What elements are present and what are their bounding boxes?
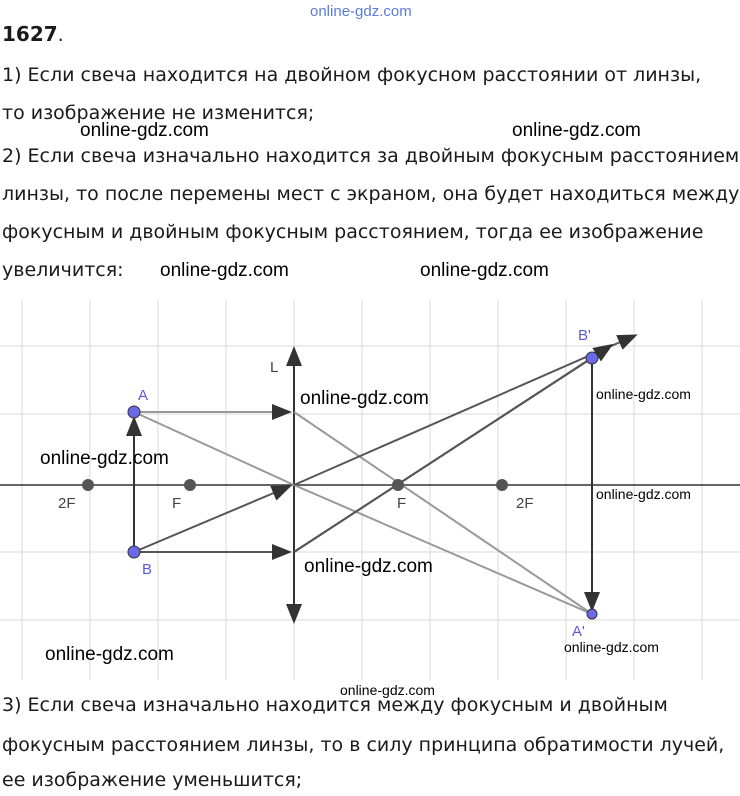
- paragraph-2-line-3: фокусным и двойным фокусным расстоянием, тогда ее изображение: [2, 221, 704, 243]
- label-b: B: [142, 561, 153, 578]
- point-b: [128, 546, 140, 558]
- watermark-6: online-gdz.com: [40, 448, 169, 469]
- point-a: [128, 406, 140, 418]
- watermark-top: online-gdz.com: [310, 3, 412, 20]
- node-f-left: [184, 479, 196, 491]
- watermark-8: online-gdz.com: [596, 486, 691, 502]
- label-f-left: F: [172, 495, 182, 512]
- paragraph-2-line-4: увеличится:: [2, 259, 124, 281]
- paragraph-3-line-1: 3) Если свеча изначально находится между фокусным и двойным: [2, 694, 668, 716]
- problem-number: [2, 22, 64, 46]
- paragraph-3-line-2: фокусным расстоянием линзы, то в силу принципа обратимости лучей,: [2, 734, 725, 756]
- label-b-prime: B': [578, 327, 591, 344]
- watermark-9: online-gdz.com: [304, 556, 433, 577]
- paragraph-1-line-2: то изображение не изменится;: [2, 102, 315, 124]
- label-a-prime: A': [572, 623, 585, 640]
- point-a-prime: [587, 609, 597, 619]
- paragraph-3-line-3: ее изображение уменьшится;: [2, 769, 303, 791]
- watermark-11: online-gdz.com: [45, 644, 174, 665]
- paragraph-1-line-1: 1) Если свеча находится на двойном фокусном расстоянии от линзы,: [2, 64, 702, 86]
- label-a: A: [138, 387, 149, 404]
- label-2f-right: 2F: [516, 495, 534, 512]
- point-b-prime: [586, 352, 598, 364]
- watermark-10: online-gdz.com: [564, 639, 659, 655]
- watermark-3: online-gdz.com: [160, 260, 289, 281]
- watermark-5: online-gdz.com: [300, 388, 429, 409]
- watermark-1: online-gdz.com: [80, 120, 209, 141]
- rays-from-a: [134, 412, 592, 614]
- problem-number-dot: .: [57, 24, 64, 46]
- watermark-2: online-gdz.com: [512, 120, 641, 141]
- rays-from-b: [134, 336, 634, 552]
- lens-label: L: [270, 359, 279, 376]
- node-2f-right: [496, 479, 508, 491]
- label-f-right: F: [397, 495, 407, 512]
- node-2f-left: [82, 479, 94, 491]
- problem-number-value: 1627: [2, 22, 58, 46]
- watermark-7: online-gdz.com: [596, 386, 691, 402]
- watermark-12: online-gdz.com: [340, 682, 435, 698]
- paragraph-2-line-1: 2) Если свеча изначально находится за двойным фокусным расстоянием: [2, 145, 740, 167]
- paragraph-2-line-2: линзы, то после перемены мест с экраном, она будет находиться между: [2, 183, 740, 205]
- watermark-4: online-gdz.com: [420, 260, 549, 281]
- node-f-right: [392, 479, 404, 491]
- label-2f-left: 2F: [58, 495, 76, 512]
